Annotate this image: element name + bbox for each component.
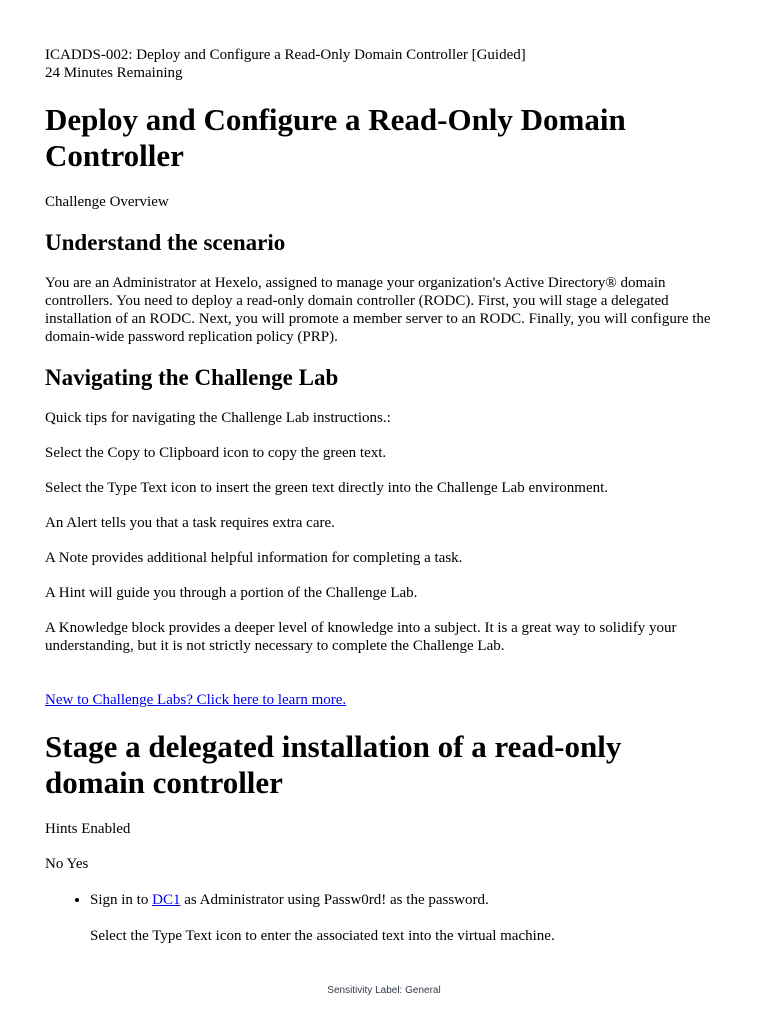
sensitivity-label: Sensitivity Label: General [327, 985, 441, 996]
lab-content [45, 46, 725, 945]
tip-knowledge: A Knowledge block provides a deeper level of knowledge into a subject. It is a great way to solidify your understanding, but it is not strictly necessary to complete the Challenge Lab. [45, 620, 677, 654]
tip-hint: A Hint will guide you through a portion of the Challenge Lab. [45, 585, 418, 601]
navigation-heading: Navigating the Challenge Lab [45, 365, 339, 390]
hints-enabled-label: Hints Enabled [45, 821, 131, 837]
dc1-link[interactable]: DC1 [152, 892, 181, 908]
step-list [45, 891, 725, 945]
scenario-heading: Understand the scenario [45, 230, 286, 255]
tip-copy-clipboard: Select the Copy to Clipboard icon to copy the green text. [45, 445, 387, 461]
step-text-suffix: as Administrator using Passw0rd! as the password. [180, 892, 489, 908]
step-instruction: Select the Type Text icon to enter the associated text into the virtual machine. [90, 928, 555, 944]
tip-intro: Quick tips for navigating the Challenge Lab instructions.: [45, 410, 391, 426]
tip-alert: An Alert tells you that a task requires extra care. [45, 515, 335, 531]
challenge-overview-label: Challenge Overview [45, 194, 169, 210]
scenario-text: You are an Administrator at Hexelo, assigned to manage your organization's Active Directory® domain controllers. You need to deploy a read-only domain controller (RODC). First, you will stage a delegated installation of an RODC. Next, you will promote a member server to an RODC. Finally, you will configure the domain-wide password replication policy (PRP). [45, 275, 711, 345]
tip-note: A Note provides additional helpful information for completing a task. [45, 550, 463, 566]
course-title: ICADDS-002: Deploy and Configure a Read-Only Domain Controller [Guided] [45, 47, 526, 63]
time-remaining: 24 Minutes Remaining [45, 65, 183, 81]
learn-more-paragraph [45, 691, 725, 709]
page-title: Deploy and Configure a Read-Only Domain Controller [45, 102, 626, 173]
hints-toggle[interactable]: No Yes [45, 856, 89, 872]
learn-more-link[interactable]: New to Challenge Labs? Click here to learn more. [45, 692, 347, 708]
step-text-prefix: Sign in to [90, 892, 153, 908]
tip-type-text: Select the Type Text icon to insert the green text directly into the Challenge Lab environment. [45, 480, 609, 496]
list-item [90, 891, 725, 945]
section-title: Stage a delegated installation of a read-only domain controller [45, 729, 622, 800]
